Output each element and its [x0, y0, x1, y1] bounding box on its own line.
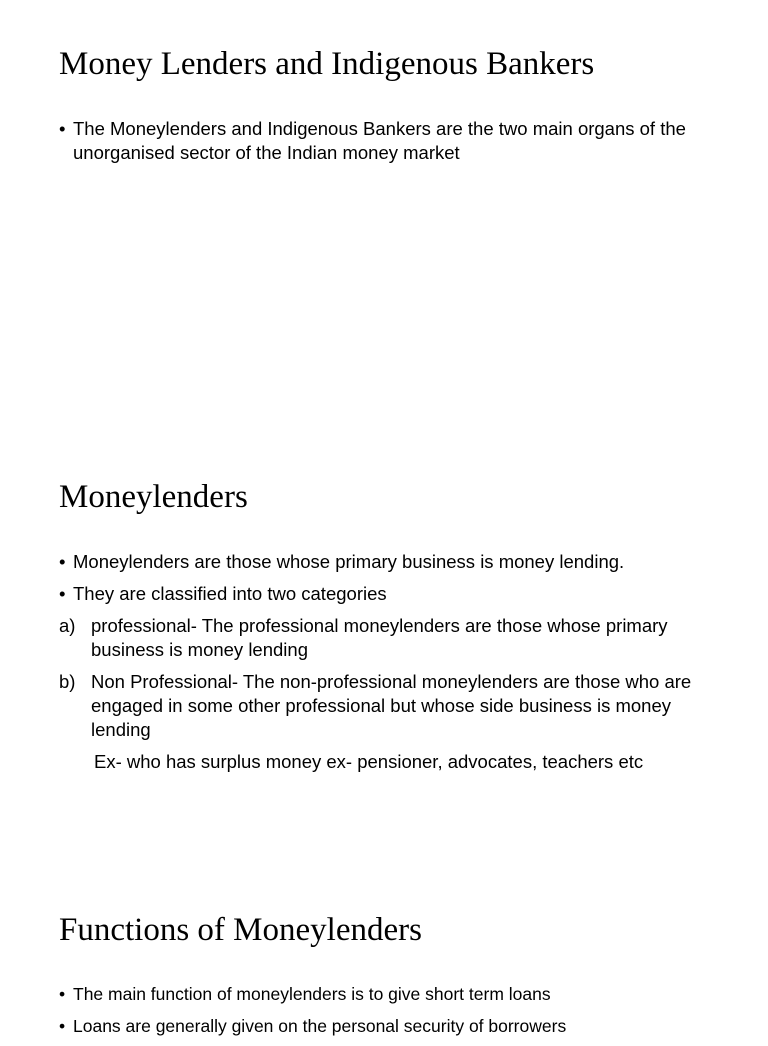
bullet-marker: •: [59, 984, 66, 1004]
bullet-item: [59, 117, 719, 165]
bullet-marker: •: [59, 551, 66, 572]
bullet-marker: •: [59, 1016, 66, 1036]
bullet-item: [59, 550, 719, 574]
bullet-text: They are classified into two categories: [73, 583, 387, 604]
lettered-item-professional: [59, 614, 719, 662]
list-item-text: professional- The professional moneylenders are those whose primary business is money lending: [91, 615, 668, 660]
slide-moneylenders: [0, 432, 768, 864]
slide-functions-of-moneylenders: [0, 864, 768, 1036]
bullet-text: Loans are generally given on the personal security of borrowers: [73, 1016, 567, 1036]
bullet-text: The Moneylenders and Indigenous Bankers are the two main organs of the unorganised sector of the Indian money market: [73, 118, 686, 163]
lettered-item-non-professional: [59, 670, 719, 742]
bullet-text: The main function of moneylenders is to give short term loans: [73, 984, 551, 1004]
slide-title: Moneylenders: [59, 479, 248, 515]
slide-money-lenders-and-indigenous-bankers: [0, 0, 768, 432]
list-marker: a): [59, 615, 76, 636]
list-item-text: Non Professional- The non-professional moneylenders are those who are engaged in some other professional but whose side business is money lending: [91, 671, 692, 740]
slide-body: [59, 982, 719, 1046]
slide-body: [59, 550, 719, 774]
bullet-text: Moneylenders are those whose primary business is money lending.: [73, 551, 625, 572]
slide-body: [59, 117, 719, 173]
bullet-item: [59, 582, 719, 606]
slide-title: Money Lenders and Indigenous Bankers: [59, 46, 595, 82]
bullet-item: [59, 982, 719, 1006]
bullet-item: [59, 1014, 719, 1038]
bullet-marker: •: [59, 583, 66, 604]
bullet-marker: •: [59, 118, 66, 139]
list-marker: b): [59, 671, 76, 692]
example-text: Ex- who has surplus money ex- pensioner, advocates, teachers etc: [94, 751, 644, 772]
slide-title: Functions of Moneylenders: [59, 912, 422, 948]
